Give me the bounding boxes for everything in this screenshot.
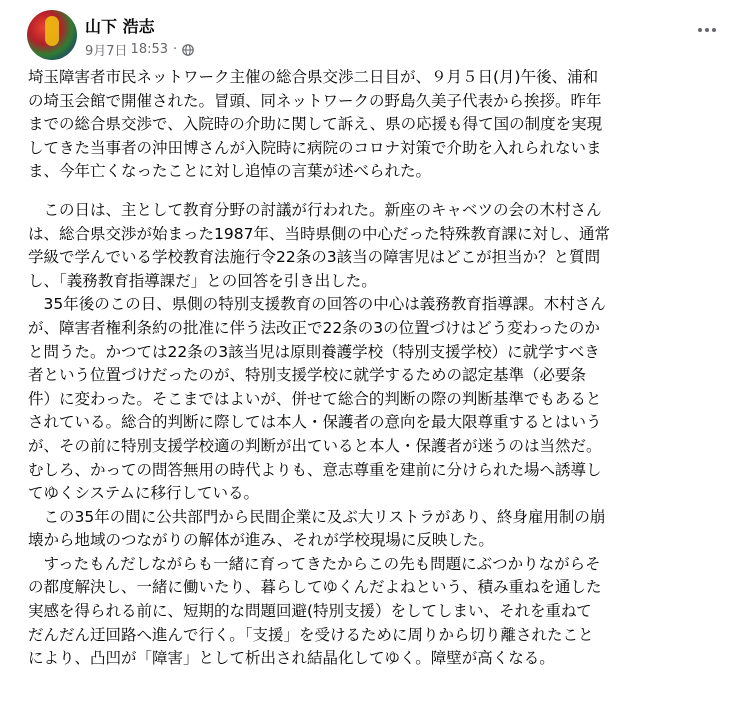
text-line: までの総合県交渉で、入院時の介助に関して訴え、県の応援も得て国の制度を実現: [28, 115, 603, 134]
text-line: むしろ、かっての問答無用の時代よりも、意志尊重を建前に分けられた場へ誘導し: [28, 460, 602, 479]
text-line: してきた当事者の沖田博さんが入院時に病院のコロナ対策で介助を入れられないま: [28, 138, 602, 157]
text-line: 埼玉障害者市民ネットワーク主催の総合県交渉二日目が、９月５日(月)午後、浦和: [28, 68, 599, 86]
author-name[interactable]: 山下 浩志: [85, 17, 155, 36]
meta-separator: ·: [173, 42, 178, 57]
text-line: すったもんだしながらも一緒に育ってきたからこの先も問題にぶつかりながらそ: [28, 554, 601, 573]
text-line: この35年の間に公共部門から民間企業に及ぶ大リストラがあり、終身雇用制の崩: [28, 507, 606, 526]
text-line: されている。総合的判断に際しては本人・保護者の意向を最大限尊重するとはいう: [28, 413, 602, 432]
text-line: の都度解決し、一緒に働いたり、暮らしてゆくんだよねという、積み重ねを通した: [28, 578, 602, 597]
post-body: [28, 66, 733, 671]
text-line: の埼玉会館で開催された。冒頭、同ネットワークの野島久美子代表から挨拶。昨年: [28, 91, 602, 110]
text-line: が、その前に特別支援学校適の判断が出ていると本人・保護者が迷うのは当然だ。: [28, 436, 602, 455]
text-line: は、総合県交渉が始まった1987年、当時県側の中心だった特殊教育課に対し、通常: [28, 224, 610, 243]
text-line: てゆくシステムに移行している。: [28, 484, 259, 503]
author-avatar[interactable]: [27, 10, 77, 60]
text-line: 壊から地域のつながりの解体が進み、それが学校現場に反映した。: [28, 531, 494, 550]
post-meta: [85, 40, 194, 59]
text-line: により、凸凹が「障害」として析出され結晶化してゆく。障壁が高くなる。: [28, 649, 555, 668]
text-line: し、「義務教育指導課だ」との回答を引き出した。: [28, 271, 377, 290]
globe-icon[interactable]: [182, 44, 194, 56]
paragraph-gap: [28, 184, 733, 199]
text-line: 実感を得られる前に、短期的な問題回避(特別支援）をしてしまい、それを重ねて: [28, 602, 592, 621]
text-line: だんだん迂回路へ進んで行く。「支援」を受けるために周りから切り離されたこと: [28, 625, 594, 644]
text-line: 35年後のこの日、県側の特別支援教育の回答の中心は義務教育指導課。木村さん: [28, 295, 606, 314]
text-line: 者という位置づけだったのが、特別支援学校に就学するための認定基準（必要条: [28, 366, 587, 385]
more-options-icon[interactable]: [693, 20, 721, 40]
paragraph-1: [28, 66, 733, 184]
post-date[interactable]: 9月7日: [85, 44, 128, 59]
text-line: と問うた。かつては22条の3該当児は原則養護学校（特別支援学校）に就学すべき: [28, 342, 600, 361]
text-line: 件）に変わった。そこまではよいが、併せて総合的判断の際の判断基準でもあると: [28, 389, 602, 408]
text-line: が、障害者権利条約の批准に伴う法改正で22条の3の位置づけはどう変わったのか: [28, 318, 600, 337]
text-line: 学級で学んでいる学校教育法施行令22条の3該当の障害児はどこが担当か？と質問: [28, 248, 601, 267]
text-line: この日は、主として教育分野の討議が行われた。新座のキャベツの会の木村さん: [28, 200, 602, 219]
post-header: [27, 10, 727, 64]
paragraph-2: [28, 199, 733, 671]
post-time[interactable]: 18:53: [130, 42, 169, 57]
text-line: ま、今年亡くなったことに対し追悼の言葉が述べられた。: [28, 162, 432, 181]
